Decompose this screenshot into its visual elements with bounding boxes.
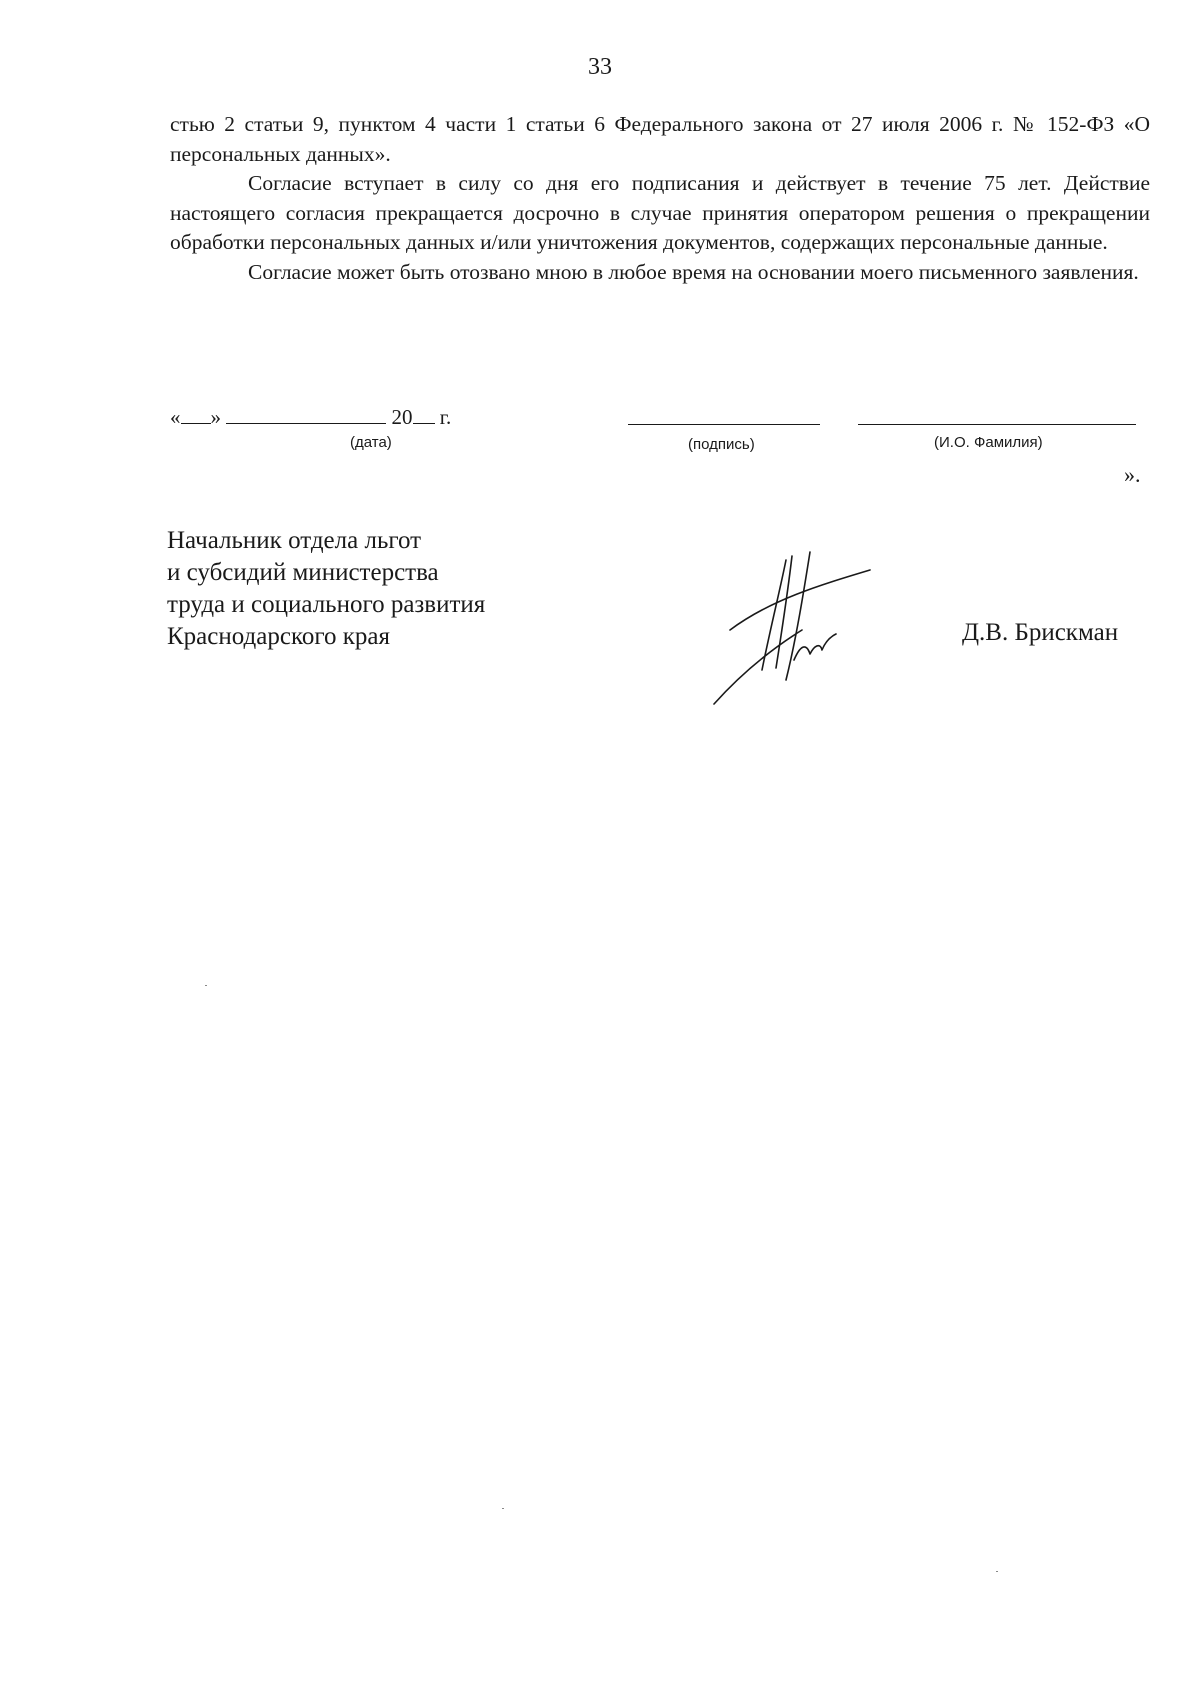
signer-title <box>167 525 485 653</box>
page-number: 33 <box>588 54 612 80</box>
date-caption: (дата) <box>350 434 392 451</box>
signer-title-line: Краснодарского края <box>167 623 390 650</box>
day-blank <box>181 403 211 424</box>
year-prefix: 20 <box>391 405 413 429</box>
paragraph-continuation: стью 2 статьи 9, пунктом 4 части 1 статьи 6 Федерального закона от 27 июля 2006 г. № 152-ФЗ «О персональных данных». <box>170 112 1150 166</box>
date-field <box>170 403 451 430</box>
quote-open: « <box>170 405 181 429</box>
year-blank <box>413 403 435 424</box>
name-line <box>858 424 1136 425</box>
paragraph-consent-revocation: Согласие может быть отозвано мною в любое время на основании моего письменного заявления. <box>248 259 1139 284</box>
scan-speck <box>205 985 207 986</box>
body-text <box>170 110 1150 287</box>
scan-speck <box>996 1571 998 1572</box>
name-caption: (И.О. Фамилия) <box>934 434 1043 451</box>
year-suffix: г. <box>439 405 452 429</box>
signer-title-line: и субсидий министерства <box>167 559 439 586</box>
paragraph-consent-term: Согласие вступает в силу со дня его подписания и действует в течение 75 лет. Действие настоящего согласия прекращается досрочно в случае принятия оператором решения о прекращении обработки персональных данных и/или уничтожения документов, содержащих персональные данные. <box>170 171 1150 254</box>
signature-caption: (подпись) <box>688 436 755 453</box>
signer-title-line: Начальник отдела льгот <box>167 527 422 554</box>
closing-quote: ». <box>1124 462 1141 487</box>
scan-speck <box>502 1508 504 1509</box>
signer-title-line: труда и социального развития <box>167 591 486 618</box>
handwritten-signature <box>710 550 890 720</box>
signer-name: Д.В. Брискман <box>962 619 1119 646</box>
month-blank <box>226 403 386 424</box>
signature-line <box>628 424 820 425</box>
quote-close: » <box>210 405 221 429</box>
